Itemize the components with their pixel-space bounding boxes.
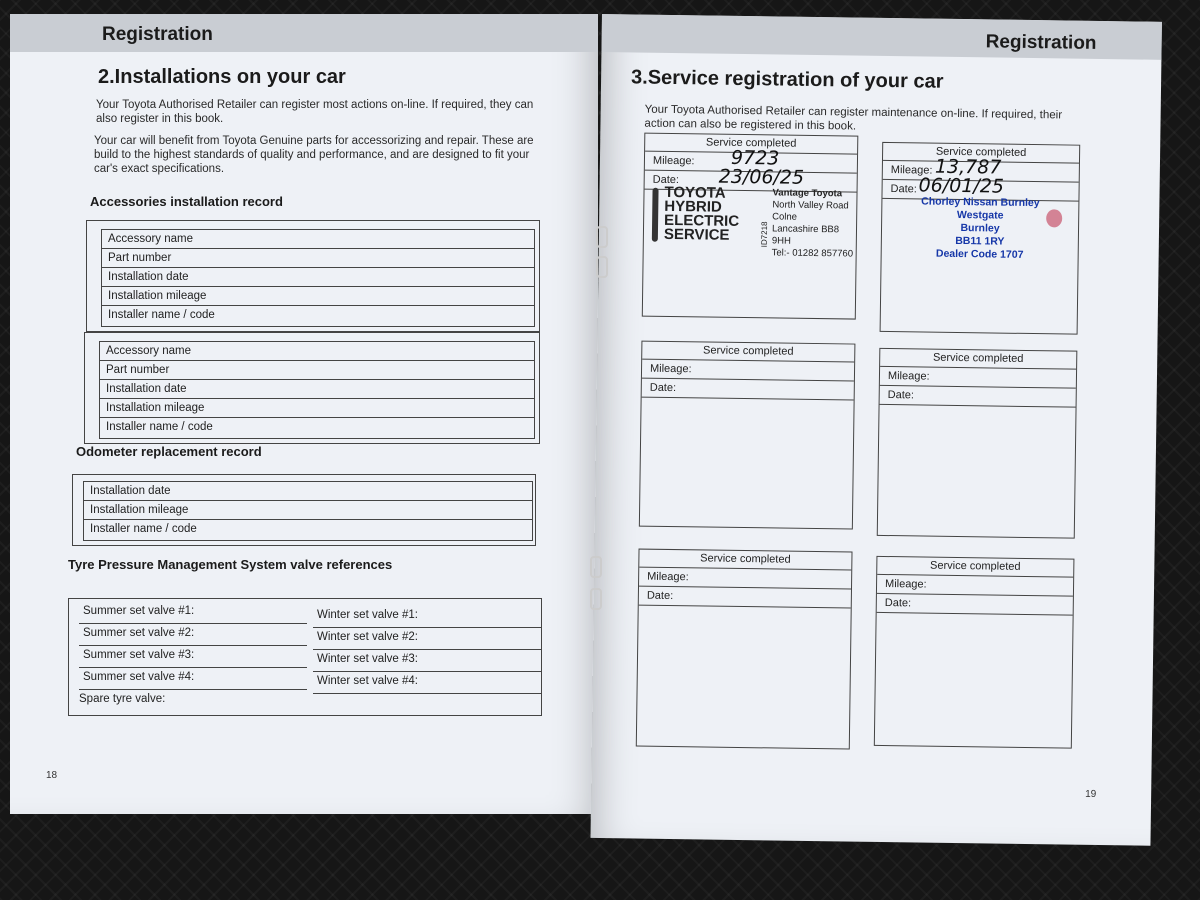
accessory-row: Part number (100, 361, 534, 380)
left-band-title: Registration (102, 24, 213, 45)
service-completed-label: Service completed (880, 349, 1076, 370)
mileage-row: Mileage: (877, 575, 1073, 597)
left-header-band (10, 14, 598, 52)
handwritten-mileage: 13,787 (934, 155, 1002, 179)
winter-valve-1: Winter set valve #1: (317, 609, 418, 621)
service-box-5 (636, 549, 853, 750)
service-completed-label: Service completed (639, 550, 851, 571)
odometer-row: Installation mileage (84, 501, 532, 520)
date-row: Date: (877, 594, 1073, 616)
accessory-row: Installation date (100, 380, 534, 399)
service-box-6 (874, 556, 1075, 749)
odometer-row: Installer name / code (90, 523, 197, 535)
tpms-record (68, 598, 542, 716)
right-band-title: Registration (985, 31, 1097, 54)
date-row: Date: (642, 379, 854, 401)
odometer-row: Installation date (84, 482, 532, 501)
tpms-line (79, 623, 307, 624)
accessory-row: Accessory name (102, 230, 534, 249)
service-intro-paragraph: Your Toyota Authorised Retailer can register maintenance on-line. If required, their action can also be registered in this book. (644, 103, 1063, 133)
spare-tyre-valve: Spare tyre valve: (79, 693, 166, 705)
summer-valve-3: Summer set valve #3: (83, 649, 195, 661)
right-page-number: 19 (1085, 788, 1097, 800)
accessory-row: Installation date (102, 268, 534, 287)
service-completed-label: Service completed (877, 557, 1073, 578)
tpms-line (313, 693, 541, 694)
binding-staple (590, 588, 602, 610)
tpms-line (79, 667, 307, 668)
accessory-record-1 (86, 220, 540, 332)
binding-staple (596, 256, 608, 278)
odometer-heading: Odometer replacement record (76, 444, 262, 459)
accessory-record-2 (84, 332, 540, 444)
tpms-line (313, 671, 541, 672)
genuine-parts-paragraph: Your car will benefit from Toyota Genuine parts for accessorizing and repair. These are build to the highest standards of quality and performance, and are designed to fit your car's exact specifications. (94, 135, 534, 175)
service-box-3 (639, 341, 856, 530)
service-completed-label: Service completed (883, 143, 1079, 164)
toyota-hybrid-logo: TOYOTA HYBRID ELECTRIC SERVICE (663, 183, 740, 244)
binding-staple (590, 556, 602, 578)
odometer-record (72, 474, 536, 546)
mileage-label: Mileage: (890, 164, 933, 177)
stamp-id: ID7218 (759, 221, 770, 248)
mileage-row: Mileage: (642, 360, 854, 382)
accessory-row: Installer name / code (108, 309, 215, 321)
handwritten-date: 06/01/25 (918, 174, 1005, 198)
left-page (10, 14, 598, 814)
accessory-row: Installation mileage (102, 287, 534, 306)
intro-paragraph: Your Toyota Authorised Retailer can register most actions on-line. If required, they can also register in this book. (96, 99, 534, 125)
dealer-address-stamp: Vantage Toyota North Valley Road Colne Lancashire BB8 9HH Tel:- 01282 857760 (771, 187, 854, 260)
service-completed-label: Service completed (642, 342, 854, 363)
service-box-1 (642, 133, 859, 320)
date-label: Date: (652, 173, 680, 187)
left-page-number: 18 (46, 770, 58, 781)
tpms-line (79, 645, 307, 646)
service-box-4 (877, 348, 1078, 539)
tpms-heading: Tyre Pressure Management System valve references (68, 557, 393, 572)
service-box-2 (880, 142, 1081, 335)
date-row: Date: (639, 587, 851, 609)
dealer-blue-stamp: Chorley Nissan Burnley Westgate Burnley BB11 1RY Dealer Code 1707 (921, 195, 1040, 261)
winter-valve-3: Winter set valve #3: (317, 653, 418, 665)
accessories-heading: Accessories installation record (90, 194, 283, 209)
right-page (590, 14, 1161, 846)
date-row: Date: (880, 386, 1076, 408)
accessory-row: Installation mileage (100, 399, 534, 418)
toyota-hybrid-logo-mark (652, 188, 659, 242)
winter-valve-2: Winter set valve #2: (317, 631, 418, 643)
tpms-line (313, 627, 541, 628)
service-completed-label: Service completed (645, 134, 857, 155)
installations-title: 2.Installations on your car (98, 66, 346, 88)
date-label: Date: (890, 183, 917, 196)
mileage-row: Mileage: (880, 367, 1076, 389)
summer-valve-4: Summer set valve #4: (83, 671, 195, 683)
winter-valve-4: Winter set valve #4: (317, 675, 418, 687)
service-registration-title: 3.Service registration of your car (630, 66, 944, 93)
binding-staple (596, 226, 608, 248)
accessory-row: Installer name / code (106, 421, 213, 433)
mileage-row: Mileage: (639, 568, 851, 590)
handwritten-date: 23/06/25 (718, 165, 805, 189)
accessory-row: Part number (102, 249, 534, 268)
summer-valve-2: Summer set valve #2: (83, 627, 195, 639)
handwritten-mileage: 9723 (730, 146, 780, 170)
tpms-line (313, 649, 541, 650)
mileage-label: Mileage: (652, 154, 695, 168)
tpms-line (79, 689, 307, 690)
summer-valve-1: Summer set valve #1: (83, 605, 195, 617)
accessory-row: Accessory name (100, 342, 534, 361)
